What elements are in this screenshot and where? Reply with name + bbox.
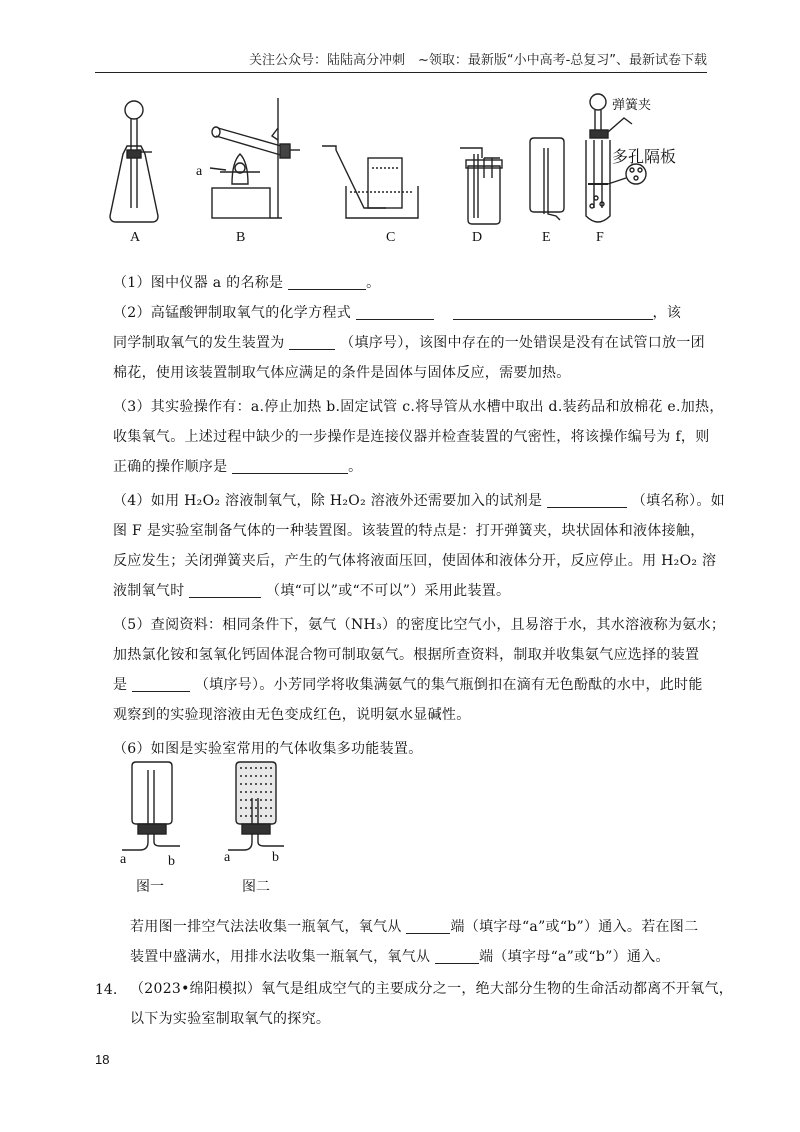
q5-line3-a: 是: [113, 677, 128, 693]
q3-line2: 收集氧气。上述过程中缺少的一步操作是连接仪器并检查装置的气密性，将该操作编号为 f，则: [113, 429, 710, 445]
fig2-label-a: a: [224, 850, 231, 865]
apparatus-b: [210, 98, 300, 218]
q14-block: [130, 974, 734, 1034]
q4-line4-b: （填“可以”或“不可以”）采用此装置。: [266, 583, 511, 599]
q6b-block: [130, 912, 730, 972]
q14-line2: 以下为实验室制取氧气的探究。: [130, 1011, 331, 1027]
q1-tail: 。: [366, 275, 381, 291]
q2-line1: [113, 298, 713, 328]
q5-line4: 观察到的实验现溶液由无色变成红色，说明氨水显碱性。: [113, 707, 471, 723]
q5-line1: （5）查阅资料：相同条件下，氨气（NH₃）的密度比空气小，且易溶于水，其水溶液称为氨水；: [113, 617, 726, 633]
q6b-line2-b: 端（填字母“a”或“b”）通入。: [479, 949, 670, 965]
q4-line1: [113, 486, 725, 516]
label-apparatus-c: C: [386, 230, 396, 245]
q6b-line2: [130, 942, 730, 972]
q5-line2: 加热氯化铵和氢氧化钙固体混合物可制取氨气。根据所查资料，制取并收集氨气应选择的装置: [113, 647, 700, 663]
q3-blank-order[interactable]: [232, 457, 348, 474]
q6b-line2-a: 装置中盛满水，用排水法收集一瓶氧气，氧气从: [130, 949, 431, 965]
q2-blank-equation-2[interactable]: [453, 303, 653, 320]
fig1-label-b: b: [168, 854, 175, 869]
q1-blank[interactable]: [288, 273, 366, 290]
q4-line4-a: 液制氧气时: [113, 583, 185, 599]
q6b-blank-fig2[interactable]: [435, 947, 479, 964]
q5-line3: [113, 670, 713, 700]
q3-line3-b: 。: [348, 459, 363, 475]
collection-drawing: [118, 758, 318, 868]
q2-blank-device[interactable]: [289, 333, 335, 350]
fig1-label-a: a: [120, 852, 127, 867]
q14-number: 14.: [95, 982, 118, 998]
q2-text-a: （2）高锰酸钾制取氧气的化学方程式: [113, 305, 352, 321]
q3-line3-a: 正确的操作顺序是: [113, 459, 228, 475]
apparatus-d: [460, 148, 502, 224]
q4-blank-reagent[interactable]: [547, 491, 627, 508]
q6b-line1-b: 端（填字母“a”或“b”）通入。若在图二: [450, 919, 699, 935]
q4-line2: 图 F 是实验室制备气体的一种装置图。该装置的特点是：打开弹簧夹，块状固体和液体接触，: [113, 523, 705, 539]
q2-line2-a: 同学制取氧气的发生装置为: [113, 335, 285, 351]
q2-line3: 棉花，使用该装置制取气体应满足的条件是固体与固体反应，需要加热。: [113, 365, 571, 381]
apparatus-e: [530, 138, 564, 220]
q5-line3-b: （填序号）。小芳同学将收集满氨气的集气瓶倒扣在滴有无色酚酞的水中，此时能: [194, 677, 703, 693]
fig1-caption: 图一: [136, 880, 164, 895]
q1-text: （1）图中仪器 a 的名称是: [113, 275, 284, 291]
collection-figures: [118, 758, 318, 898]
q6b-line1: [130, 912, 730, 942]
fig2-label-b: b: [272, 850, 279, 865]
q1-line: [113, 268, 713, 298]
q3-line3: [113, 452, 713, 482]
question-block-1-5: [113, 268, 726, 764]
label-apparatus-b: B: [236, 230, 246, 245]
apparatus-a: [110, 101, 158, 222]
label-apparatus-e: E: [542, 230, 551, 245]
apparatus-drawing: [100, 88, 700, 248]
apparatus-c: [322, 146, 418, 218]
q2-line2-b: （填序号），该图中存在的一处错误是没有在试管口放一团: [340, 335, 705, 351]
q4-line4: [113, 576, 713, 606]
label-porous-plate: 多孔隔板: [612, 149, 677, 166]
q6b-blank-fig1[interactable]: [406, 917, 450, 934]
q4-blank-can[interactable]: [189, 581, 261, 598]
label-a-instrument: a: [196, 164, 203, 179]
apparatus-figure: [100, 88, 700, 248]
q3-line1: （3）其实验操作有：a.停止加热 b.固定试管 c.将导管从水槽中取出 d.装药品和放棉花 e.加热，: [113, 399, 724, 415]
fig2-caption: 图二: [242, 880, 270, 895]
q4-line1-b: （填名称）。如: [631, 493, 725, 509]
q6b-line1-a: 若用图一排空气法法收集一瓶氧气，氧气从: [130, 919, 402, 935]
q2-line2: [113, 328, 713, 358]
figure-two-drawing: [228, 762, 284, 850]
q4-line3: 反应发生；关闭弹簧夹后，产生的气体将液面压回，使固体和液体分开，反应停止。用 H₂O₂ 溶: [113, 553, 717, 569]
label-apparatus-a: A: [130, 230, 141, 245]
q2-blank-equation[interactable]: [356, 303, 434, 320]
q2-text-b: ，该: [652, 305, 682, 321]
q4-line1-a: （4）如用 H₂O₂ 溶液制氧气，除 H₂O₂ 溶液外还需要加入的试剂是: [113, 493, 543, 509]
page-number: 18: [95, 1052, 110, 1067]
q5-blank-device[interactable]: [132, 675, 190, 692]
figure-one-drawing: [122, 762, 180, 850]
page-header: 关注公众号：陆陆高分冲刺 ~领取：最新版“小中高考-总复习”、最新试卷下载: [95, 50, 707, 73]
label-apparatus-d: D: [472, 230, 483, 245]
label-spring-clip: 弹簧夹: [612, 97, 652, 112]
q6-line: （6）如图是实验室常用的气体收集多功能装置。: [113, 741, 423, 757]
label-apparatus-f: F: [596, 230, 604, 245]
q14-line1: （2023•绵阳模拟）氧气是组成空气的主要成分之一，绝大部分生物的生命活动都离不开氧气，: [130, 981, 734, 997]
